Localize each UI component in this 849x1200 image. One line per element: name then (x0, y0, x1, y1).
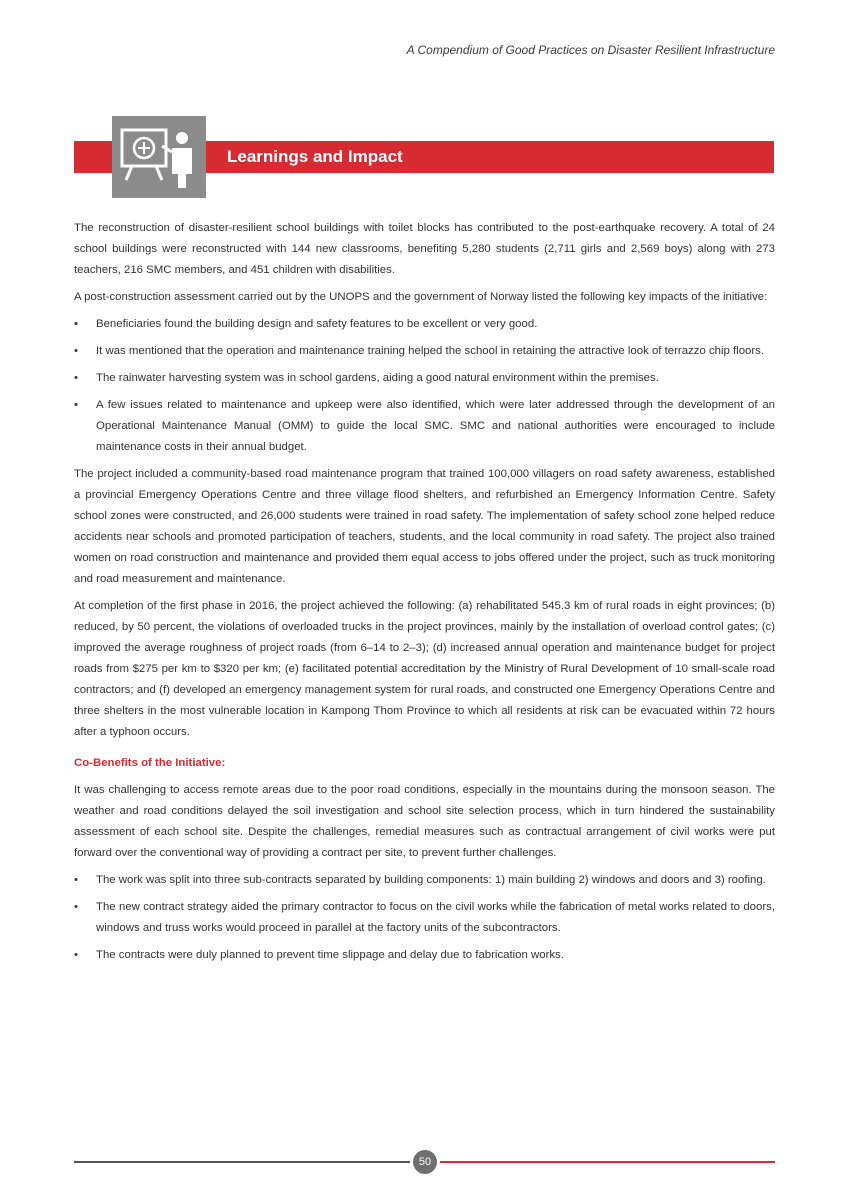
paragraph: The reconstruction of disaster-resilient school buildings with toilet blocks has contributed to the post-earthquake recovery. A total of 24 school buildings were reconstructed with 144 new classrooms, benefiting 5,280 students (2,711 girls and 2,569 boys) along with 273 teachers, 216 SMC members, and 451 children with disabilities. (74, 222, 775, 276)
list-item-text: It was mentioned that the operation and maintenance training helped the school in retaining the attractive look of terrazzo chip floors. (96, 345, 765, 357)
list-item (74, 945, 775, 966)
cobenefits-list (74, 870, 775, 966)
bullet-icon: • (74, 345, 78, 357)
list-item (74, 341, 775, 362)
section-title: Learnings and Impact (227, 147, 403, 166)
impacts-list (74, 314, 775, 458)
list-item-text: The rainwater harvesting system was in school gardens, aiding a good natural environment within the premises. (96, 372, 659, 384)
list-item-text: The new contract strategy aided the primary contractor to focus on the civil works while the fabrication of metal works related to doors, windows and truss works would proceed in parallel at the factory units of the subcontractors. (96, 901, 775, 934)
list-item (74, 314, 775, 335)
footer-divider-left (74, 1161, 410, 1163)
list-item-text: The contracts were duly planned to prevent time slippage and delay due to fabrication works. (96, 949, 564, 961)
main-content (74, 218, 775, 972)
list-item (74, 897, 775, 939)
bullet-icon: • (74, 318, 78, 330)
bullet-icon: • (74, 949, 78, 961)
list-item-text: A few issues related to maintenance and upkeep were also identified, which were later addressed through the development of an Operational Maintenance Manual (OMM) to guide the local SMC. SMC and national authorities were encouraged to include maintenance costs in their annual budget. (96, 399, 775, 453)
paragraph: The project included a community-based road maintenance program that trained 100,000 villagers on road safety awareness, established a provincial Emergency Operations Centre and three village flood shelters, and refurbished an Emergency Information Centre. Safety school zones were constructed, and 26,000 students were trained in road safety. The implementation of safety school zone helped reduce accidents near schools and promoted participation of teachers, students, and the local community in road safety. The project also trained women on road construction and maintenance and provided them equal access to jobs offered under the project, such as truck monitoring and road measurement and maintenance. (74, 468, 775, 585)
page-number: 50 (413, 1150, 437, 1174)
paragraph: A post-construction assessment carried out by the UNOPS and the government of Norway listed the following key impacts of the initiative: (74, 291, 768, 303)
list-item-text: The work was split into three sub-contracts separated by building components: 1) main building 2) windows and doors and 3) roofing. (96, 874, 766, 886)
list-item (74, 870, 775, 891)
paragraph: At completion of the first phase in 2016, the project achieved the following: (a) rehabilitated 545.3 km of rural roads in eight provinces; (b) reduced, by 50 percent, the violations of overloaded trucks in the project provinces, mainly by the installation of overload control gates; (c) improved the average roughness of project roads (from 6–14 to 2–3); (d) increased annual operation and maintenance budget for project roads from $275 per km to $320 per km; (e) facilitated potential accreditation by the Ministry of Rural Development of 10 small-scale road contractors; and (f) developed an emergency management system for rural roads, and constructed one Emergency Operations Centre and three shelters in the most vulnerable location in Kampong Thom Province to which all residents at risk can be evacuated within 72 hours after a typhoon occurs. (74, 600, 775, 738)
teacher-board-icon (112, 116, 206, 198)
cobenefits-heading: Co-Benefits of the Initiative: (74, 757, 226, 769)
list-item-text: Beneficiaries found the building design and safety features to be excellent or very good. (96, 318, 538, 330)
bullet-icon: • (74, 372, 78, 384)
footer-divider-right (440, 1161, 775, 1163)
bullet-icon: • (74, 901, 78, 913)
document-header-title: A Compendium of Good Practices on Disaster Resilient Infrastructure (406, 43, 775, 57)
list-item (74, 368, 775, 389)
bullet-icon: • (74, 399, 78, 411)
paragraph: It was challenging to access remote areas due to the poor road conditions, especially in the mountains during the monsoon season. The weather and road conditions delayed the soil investigation and school site selection process, which in turn hindered the sustainability assessment of each school site. Despite the challenges, remedial measures such as contractual arrangement of civil works were put forward over the conventional way of providing a contract per site, to prevent further challenges. (74, 784, 775, 859)
list-item (74, 395, 775, 458)
bullet-icon: • (74, 874, 78, 886)
